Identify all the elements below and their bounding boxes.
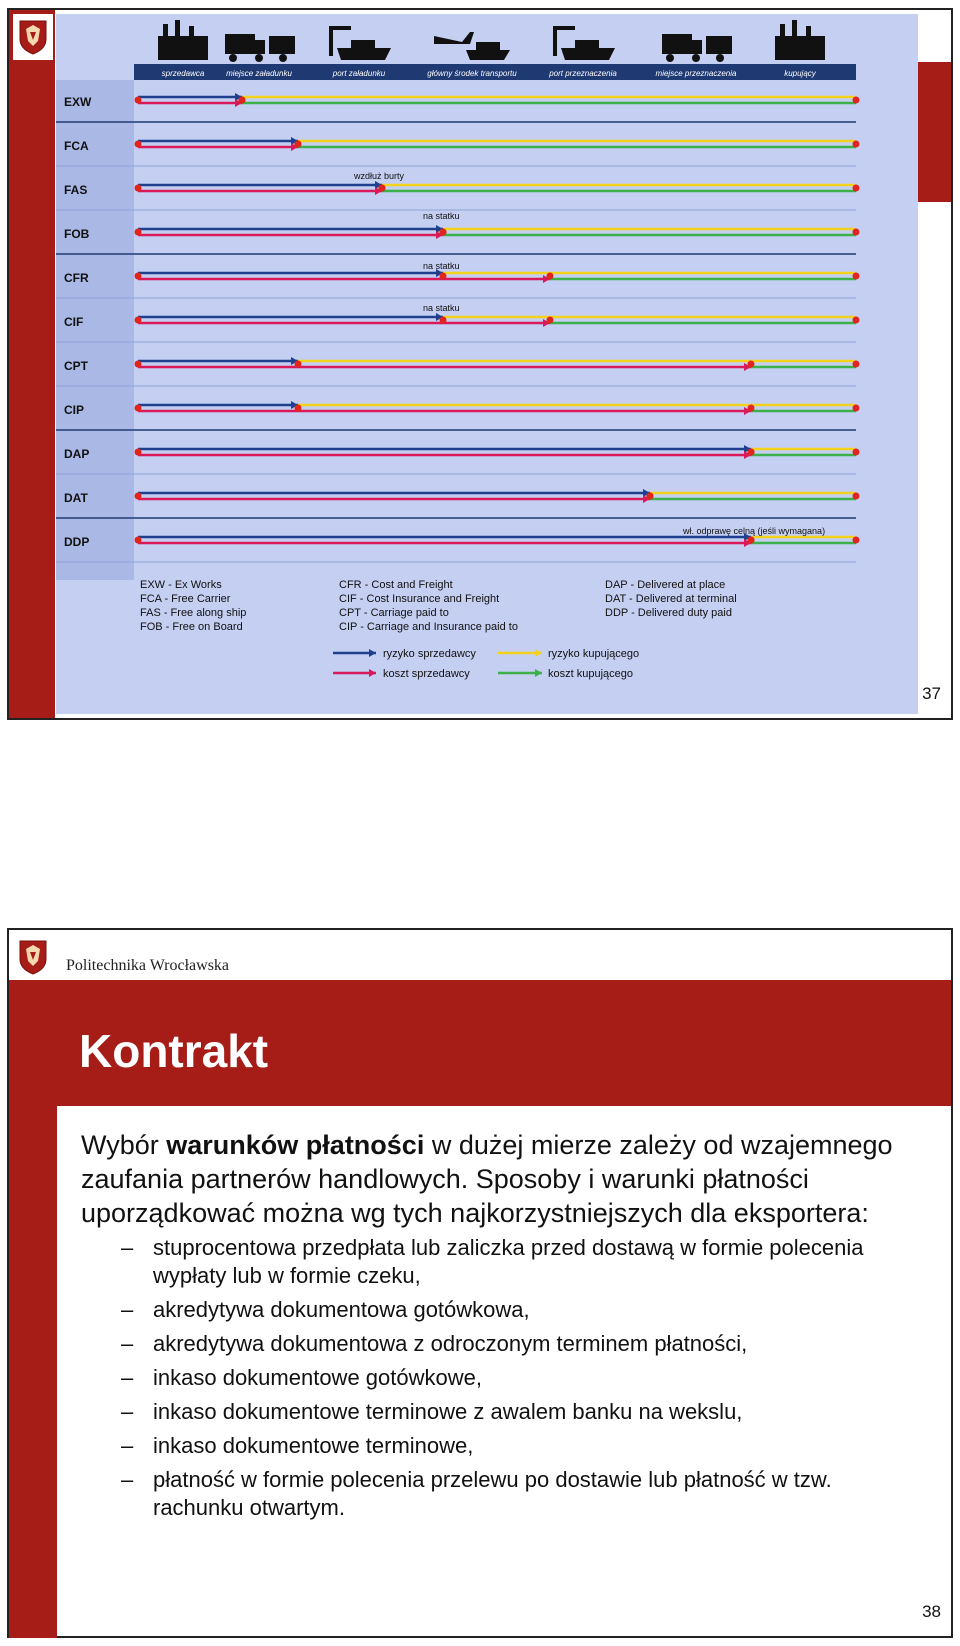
slide-title: Kontrakt [79, 1025, 269, 1077]
red-side-band [9, 10, 55, 718]
stage-label: sprzedawca [161, 69, 205, 78]
transfer-point [135, 185, 142, 192]
term-label-cif: CIF [64, 315, 84, 329]
def-cpt: CPT - Carriage paid to [339, 607, 449, 619]
intro-bold-phrase: warunków płatności [166, 1130, 425, 1160]
transfer-point [748, 405, 755, 412]
def-cfr: CFR - Cost and Freight [339, 579, 453, 591]
university-logo-icon [13, 14, 53, 60]
payment-methods-list [81, 1234, 911, 1522]
transfer-point [135, 537, 142, 544]
transfer-point [853, 493, 860, 500]
list-item: – akredytywa dokumentowa gotówkowa, [81, 1296, 911, 1324]
transfer-point [239, 97, 246, 104]
legend-seller-cost: koszt sprzedawcy [383, 668, 470, 680]
stage-label: kupujący [784, 69, 816, 78]
annotation-cfr: na statku [423, 261, 460, 271]
transfer-point [135, 273, 142, 280]
def-fca: FCA - Free Carrier [140, 593, 231, 605]
def-exw: EXW - Ex Works [140, 579, 222, 591]
stage-label: główny środek transportu [427, 69, 517, 78]
university-logo-icon [13, 934, 53, 980]
stage-label: miejsce przeznaczenia [655, 69, 737, 78]
transfer-point [135, 97, 142, 104]
term-label-fca: FCA [64, 139, 89, 153]
legend-seller-risk: ryzyko sprzedawcy [383, 648, 476, 660]
transfer-point [853, 185, 860, 192]
transfer-point [135, 361, 142, 368]
legend-buyer-risk: ryzyko kupującego [548, 648, 640, 660]
term-label-cip: CIP [64, 403, 85, 417]
transfer-point [853, 361, 860, 368]
transfer-point [547, 273, 554, 280]
red-side-accent [917, 62, 951, 202]
transfer-point [853, 449, 860, 456]
brand-row [9, 930, 951, 982]
term-label-cfr: CFR [64, 271, 89, 285]
term-label-cpt: CPT [64, 359, 88, 373]
transfer-point [135, 493, 142, 500]
transfer-point [853, 273, 860, 280]
transfer-point [135, 405, 142, 412]
brand-name: Politechnika Wrocławska [66, 957, 230, 974]
list-item: – inkaso dokumentowe gotówkowe, [81, 1364, 911, 1392]
transfer-point [853, 229, 860, 236]
transfer-point [547, 317, 554, 324]
def-ddp: DDP - Delivered duty paid [605, 607, 732, 619]
transfer-point [748, 361, 755, 368]
transfer-point [379, 185, 386, 192]
term-label-fas: FAS [64, 183, 88, 197]
def-cif: CIF - Cost Insurance and Freight [339, 593, 500, 605]
term-label-exw: EXW [64, 95, 92, 109]
transfer-point [135, 449, 142, 456]
transfer-point [440, 229, 447, 236]
slide-number: 38 [922, 1602, 941, 1621]
intro-paragraph: Wybór warunków płatności w dużej mierze zależy od wzajemnego zaufania partnerów handlowych. Sposoby i warunki płatności uporządkować można wg tych najkorzystniejszych dla eksportera: [81, 1130, 893, 1228]
term-label-dat: DAT [64, 491, 88, 505]
transfer-point [853, 141, 860, 148]
stage-label: miejsce załadunku [226, 69, 292, 78]
def-dat: DAT - Delivered at terminal [605, 593, 737, 605]
transfer-point [440, 273, 447, 280]
def-dap: DAP - Delivered at place [605, 579, 726, 591]
def-fob: FOB - Free on Board [140, 621, 243, 633]
transfer-point [853, 97, 860, 104]
term-label-column [56, 80, 134, 580]
term-label-dap: DAP [64, 447, 90, 461]
term-label-ddp: DDP [64, 535, 90, 549]
slide-37 [7, 8, 953, 720]
transfer-point [853, 317, 860, 324]
stage-label: port załadunku [332, 69, 386, 78]
transfer-point [853, 537, 860, 544]
term-label-fob: FOB [64, 227, 90, 241]
transfer-point [295, 141, 302, 148]
slide-38 [7, 928, 953, 1638]
list-item: – stuprocentowa przedpłata lub zaliczka przed dostawą w formie polecenia wypłaty lub w formie czeku, [81, 1234, 911, 1290]
annotation-fob: na statku [423, 211, 460, 221]
transfer-point [135, 317, 142, 324]
list-item: – inkaso dokumentowe terminowe, [81, 1432, 911, 1460]
transfer-point [748, 537, 755, 544]
annotation-ddp: wł. odprawę celną (jeśli wymagana) [683, 526, 826, 536]
transfer-point [647, 493, 654, 500]
slide-content [81, 1128, 911, 1528]
transfer-point [295, 361, 302, 368]
title-band [57, 980, 951, 1106]
list-item: – płatność w formie polecenia przelewu po dostawie lub płatność w tzw. rachunku otwartym. [81, 1466, 911, 1522]
red-side-band [9, 980, 57, 1638]
stage-label: port przeznaczenia [549, 69, 617, 78]
annotation-fas: wzdłuż burty [354, 171, 405, 181]
def-fas: FAS - Free along ship [140, 607, 247, 619]
list-item: – akredytywa dokumentowa z odroczonym terminem płatności, [81, 1330, 911, 1358]
list-item: – inkaso dokumentowe terminowe z awalem banku na wekslu, [81, 1398, 911, 1426]
legend-buyer-cost: koszt kupującego [548, 668, 633, 680]
incoterms-diagram [56, 14, 918, 714]
transfer-point [135, 229, 142, 236]
def-cip: CIP - Carriage and Insurance paid to [339, 621, 518, 633]
transfer-point [135, 141, 142, 148]
transfer-point [440, 317, 447, 324]
transfer-point [853, 405, 860, 412]
transfer-point [748, 449, 755, 456]
slide-number: 37 [922, 684, 941, 703]
annotation-cif: na statku [423, 303, 460, 313]
transfer-point [295, 405, 302, 412]
